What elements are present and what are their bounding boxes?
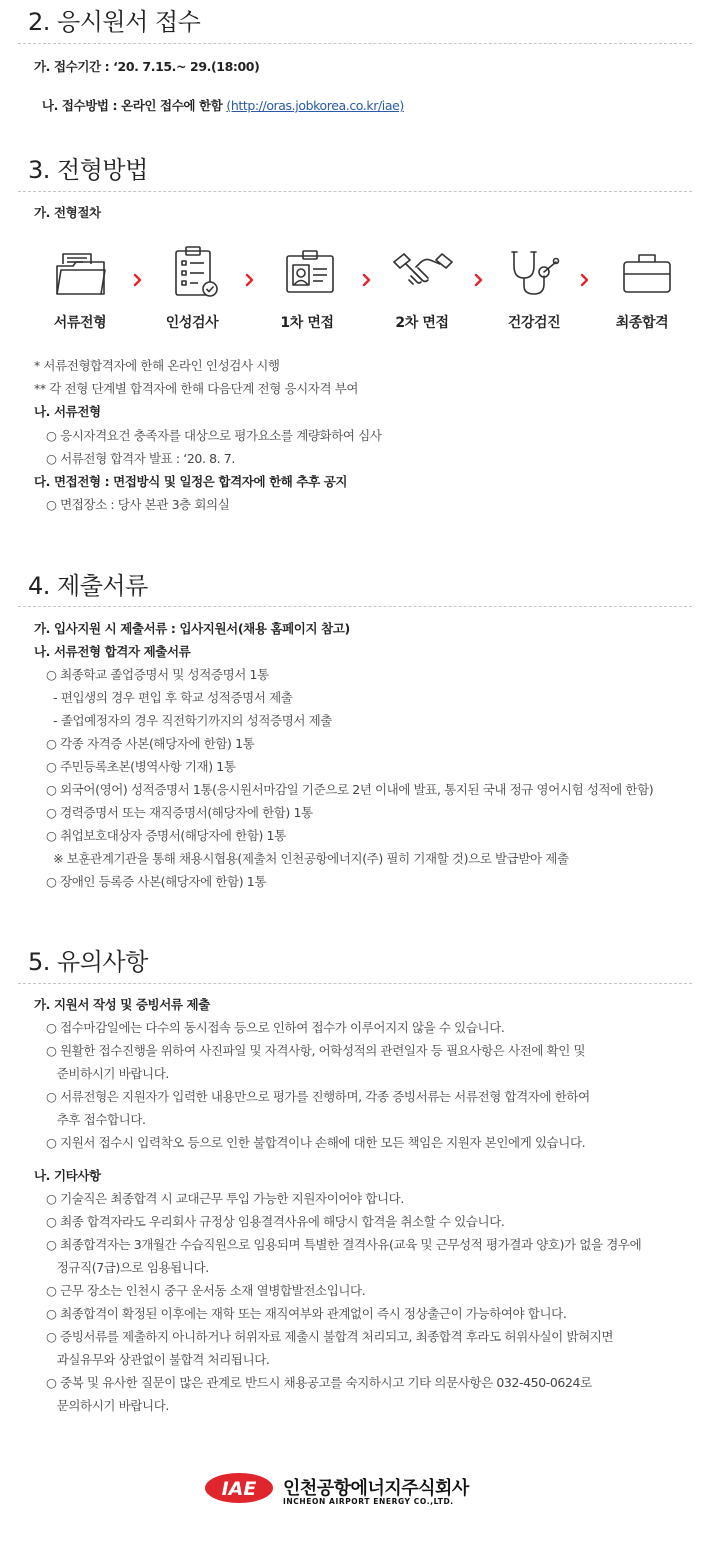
- chevron-right-icon: [245, 273, 255, 287]
- section-2-divider: [18, 43, 692, 44]
- list-item: - 졸업예정자의 경우 직전학기까지의 성적증명서 제출: [46, 713, 332, 728]
- process-label: 가. 전형절차: [34, 205, 101, 220]
- interview-label: 다. 면접전형 : 면접방식 및 일정은 합격자에 한해 추후 공지: [34, 474, 348, 489]
- list-item: ○ 면접장소 : 당사 본관 3층 회의실: [46, 497, 230, 512]
- company-name-ko: 인천공항에너지주식회사: [283, 1478, 469, 1499]
- list-item: ○ 응시자격요건 충족자를 대상으로 평가요소를 계량화하여 심사: [46, 428, 382, 443]
- section-5-title: 5. 유의사항: [28, 948, 148, 976]
- chevron-right-icon: [474, 273, 484, 287]
- clipboard-checklist-icon: [170, 245, 222, 299]
- list-item: ○ 최종합격이 확정된 이후에는 재학 또는 재직여부와 관계없이 즉시 정상출근이 가능하여야 합니다.: [46, 1306, 567, 1321]
- list-item: ○ 접수마감일에는 다수의 동시접속 등으로 인하여 접수가 이루어지지 않을 수 있습니다.: [46, 1020, 505, 1035]
- list-item: ○ 기술직은 최종합격 시 교대근무 투입 가능한 지원자이어야 합니다.: [46, 1191, 404, 1206]
- company-logo: [203, 1470, 275, 1506]
- list-item: ○ 근무 장소는 인천시 중구 운서동 소재 열병합발전소입니다.: [46, 1283, 366, 1298]
- list-item: 정규직(7급)으로 임용됩니다.: [46, 1260, 209, 1275]
- step-label-interview-1: 1차 면접: [280, 315, 334, 331]
- section-4-divider: [18, 606, 692, 607]
- step-label-personality: 인성검사: [165, 315, 219, 331]
- application-method: [34, 82, 404, 114]
- list-item: ○ 원활한 접수진행을 위하여 사진파일 및 자격사항, 어학성적의 관련일자 등 필요사항은 사전에 확인 및: [46, 1043, 586, 1058]
- application-notes-label: 가. 지원서 작성 및 증빙서류 제출: [34, 997, 210, 1012]
- section-4-title: 4. 제출서류: [28, 572, 148, 600]
- document-screening-label: 나. 서류전형: [34, 404, 101, 419]
- other-notes-label: 나. 기타사항: [34, 1168, 101, 1183]
- company-name-en: INCHEON AIRPORT ENERGY CO.,LTD.: [283, 1497, 454, 1506]
- folder-icon: [55, 248, 107, 298]
- section-2-title: 2. 응시원서 접수: [28, 8, 201, 36]
- step-label-document: 서류전형: [53, 315, 107, 331]
- application-period: 가. 접수기간 : ‘20. 7.15.~ 29.(18:00): [34, 59, 260, 74]
- list-item: ○ 장애인 등록증 사본(해당자에 한함) 1통: [46, 874, 267, 889]
- handshake-icon: [392, 250, 454, 296]
- application-link[interactable]: (http://oras.jobkorea.co.kr/iae): [226, 98, 404, 113]
- list-item: ○ 최종 합격자라도 우리회사 규정상 임용결격사유에 해당시 합격을 취소할 수 있습니다.: [46, 1214, 505, 1229]
- list-item: ※ 보훈관계기관을 통해 채용시협용(제출처 인천공항에너지(주) 필히 기재할 것)으로 발급받아 제출: [46, 851, 569, 866]
- list-item: ○ 각종 자격증 사본(해당자에 한함) 1통: [46, 736, 255, 751]
- chevron-right-icon: [362, 273, 372, 287]
- list-item: 문의하시기 바랍니다.: [46, 1398, 169, 1413]
- list-item: ○ 증빙서류를 제출하지 아니하거나 허위자료 제출시 불합격 처리되고, 최종합격 후라도 허위사실이 밝혀지면: [46, 1329, 614, 1344]
- passer-docs-label: 나. 서류전형 합격자 제출서류: [34, 644, 191, 659]
- list-item: ○ 지원서 접수시 입력착오 등으로 인한 불합격이나 손해에 대한 모든 책임은 지원자 본인에게 있습니다.: [46, 1135, 586, 1150]
- list-item: ○ 서류전형 합격자 발표 : ‘20. 8. 7.: [46, 451, 235, 466]
- section-3-divider: [18, 191, 692, 192]
- step-label-health: 건강검진: [507, 315, 561, 331]
- logo-mark-text: IAE: [221, 1478, 257, 1500]
- list-item: 추후 접수합니다.: [46, 1112, 146, 1127]
- list-item: ○ 주민등록초본(병역사항 기재) 1통: [46, 759, 236, 774]
- list-item: ○ 경력증명서 또는 재직증명서(해당자에 한함) 1통: [46, 805, 313, 820]
- list-item: ○ 중복 및 유사한 질문이 많은 관계로 반드시 채용공고를 숙지하시고 기타 의문사항은 032-450-0624로: [46, 1375, 592, 1390]
- submission-label: 가. 입사지원 시 제출서류 : 입사지원서(채용 홈페이지 참고): [34, 621, 350, 636]
- chevron-right-icon: [133, 273, 143, 287]
- list-item: ○ 외국어(영어) 성적증명서 1통(응시원서마감일 기준으로 2년 이내에 발표, 통지된 국내 정규 영어시험 성적에 한함): [46, 782, 654, 797]
- section-3-title: 3. 전형방법: [28, 156, 148, 184]
- list-item: ○ 최종합격자는 3개월간 수습직원으로 임용되며 특별한 결격사유(교육 및 근무성적 평가결과 양호)가 없을 경우에: [46, 1237, 642, 1252]
- application-method-label: 나. 접수방법 : 온라인 접수에 한함: [41, 98, 227, 113]
- step-label-final: 최종합격: [615, 315, 669, 331]
- list-item: - 편입생의 경우 편입 후 학교 성적증명서 제출: [46, 690, 293, 705]
- note-line: * 서류전형합격자에 한해 온라인 인성검사 시행: [34, 358, 280, 373]
- list-item: 준비하시기 바랍니다.: [46, 1066, 169, 1081]
- section-5-divider: [18, 983, 692, 984]
- note-line: ** 각 전형 단계별 합격자에 한해 다음단계 전형 응시자격 부여: [34, 381, 359, 396]
- list-item: ○ 서류전형은 지원자가 입력한 내용만으로 평가를 진행하며, 각종 증빙서류는 서류전형 합격자에 한하여: [46, 1089, 590, 1104]
- list-item: ○ 취업보호대상자 증명서(해당자에 한함) 1통: [46, 828, 286, 843]
- briefcase-icon: [621, 250, 673, 294]
- list-item: ○ 최종학교 졸업증명서 및 성적증명서 1통: [46, 667, 269, 682]
- step-label-interview-2: 2차 면접: [395, 315, 449, 331]
- stethoscope-icon: [510, 248, 560, 298]
- list-item: 과실유무와 상관없이 불합격 처리됩니다.: [46, 1352, 270, 1367]
- id-badge-icon: [283, 248, 337, 296]
- chevron-right-icon: [580, 273, 590, 287]
